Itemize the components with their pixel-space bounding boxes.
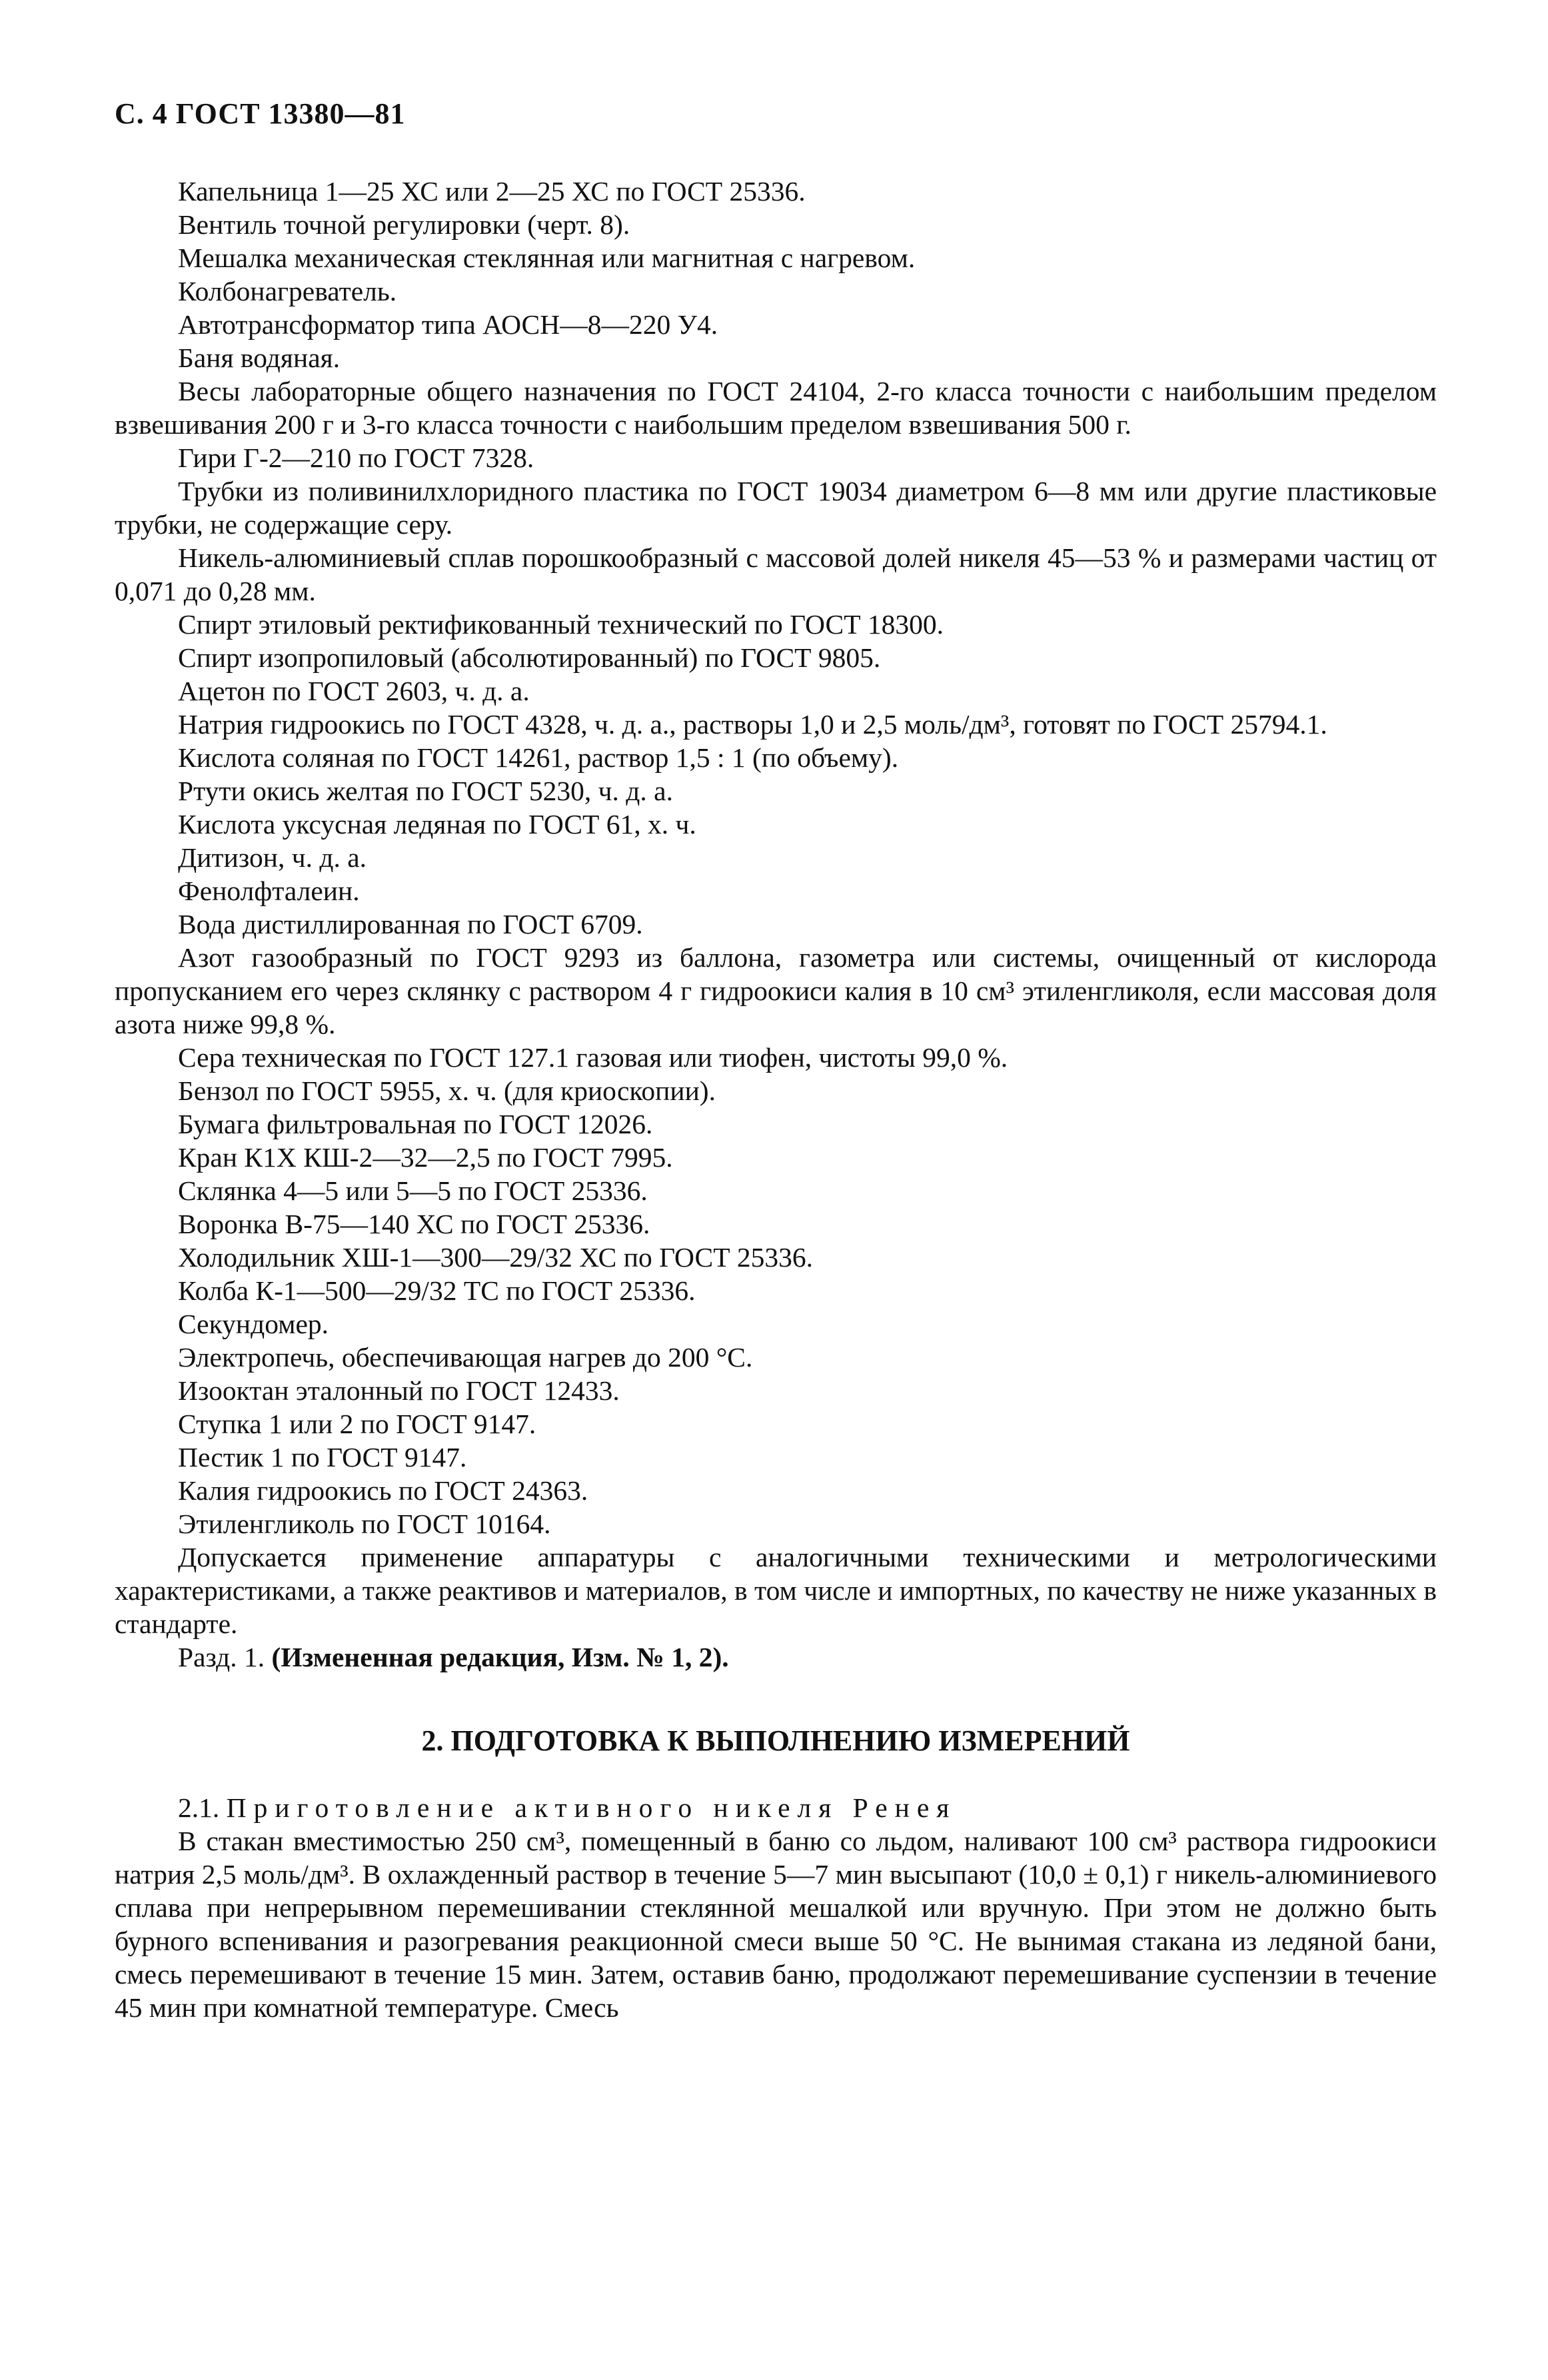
list-item: Холодильник ХШ-1—300—29/32 ХС по ГОСТ 25336. [178, 1242, 814, 1273]
list-item: Склянка 4—5 или 5—5 по ГОСТ 25336. [178, 1175, 648, 1206]
list-item: Электропечь, обеспечивающая нагрев до 200 °С. [178, 1342, 753, 1373]
list-item: Колбонагреватель. [178, 276, 397, 306]
list-item: Колба К-1—500—29/32 ТС по ГОСТ 25336. [178, 1275, 696, 1306]
equipment-reagents-list [115, 175, 1437, 1640]
subsection-title: Приготовление активного никеля Ренея [226, 1792, 957, 1823]
list-item: Секундомер. [178, 1309, 329, 1339]
document-body [115, 175, 1437, 2024]
revision-text: (Измененная редакция, Изм. № 1, 2). [271, 1642, 729, 1672]
list-item: Капельница 1—25 ХС или 2—25 ХС по ГОСТ 25336. [178, 176, 806, 207]
list-item: Трубки из поливинилхлоридного пластика по ГОСТ 19034 диаметром 6—8 мм или другие пластиковые трубки, не содержащие серу. [115, 476, 1437, 540]
list-item: Сера техническая по ГОСТ 127.1 газовая или тиофен, чистоты 99,0 %. [178, 1042, 1008, 1073]
revision-prefix: Разд. 1. [178, 1642, 265, 1672]
list-item: Кислота уксусная ледяная по ГОСТ 61, х. ч. [178, 809, 696, 840]
list-item: Кислота соляная по ГОСТ 14261, раствор 1,5 : 1 (по объему). [178, 742, 899, 773]
list-item: Этиленгликоль по ГОСТ 10164. [178, 1508, 551, 1539]
list-item: Бензол по ГОСТ 5955, х. ч. (для криоскопии). [178, 1075, 716, 1106]
list-item: Вода дистиллированная по ГОСТ 6709. [178, 909, 643, 939]
list-item: Калия гидроокись по ГОСТ 24363. [178, 1475, 588, 1506]
list-item: Натрия гидроокись по ГОСТ 4328, ч. д. а., растворы 1,0 и 2,5 моль/дм³, готовят по ГОСТ 25794.1. [178, 709, 1327, 740]
list-item: Вентиль точной регулировки (черт. 8). [178, 209, 630, 240]
section-title: 2. ПОДГОТОВКА К ВЫПОЛНЕНИЮ ИЗМЕРЕНИЙ [421, 1724, 1130, 1757]
list-item: Мешалка механическая стеклянная или магнитная с нагревом. [178, 243, 916, 273]
list-item: Пестик 1 по ГОСТ 9147. [178, 1442, 467, 1473]
subsection-heading [115, 1791, 1437, 1824]
list-item: Ступка 1 или 2 по ГОСТ 9147. [178, 1409, 536, 1439]
list-item: Весы лабораторные общего назначения по ГОСТ 24104, 2-го класса точности с наибольшим пределом взвешивания 200 г и 3-го класса точности с наибольшим пределом взвешивания 500 г. [115, 376, 1437, 440]
list-item: Ацетон по ГОСТ 2603, ч. д. а. [178, 676, 530, 706]
list-item: Фенолфталеин. [178, 876, 360, 906]
page-header: С. 4 ГОСТ 13380—81 [115, 97, 406, 130]
list-item: Гири Г-2—210 по ГОСТ 7328. [178, 442, 534, 473]
list-item: Воронка В-75—140 ХС по ГОСТ 25336. [178, 1209, 650, 1239]
list-item: Азот газообразный по ГОСТ 9293 из баллона, газометра или системы, очищенный от кислорода пропусканием его через склянку с раствором 4 г гидроокиси калия в 10 см³ этиленгликоля, если массовая доля азота ниже 99,8 %. [115, 942, 1437, 1039]
list-item: Спирт этиловый ректификованный технический по ГОСТ 18300. [178, 609, 944, 640]
subsection-number: 2.1. [178, 1792, 220, 1823]
list-item: Допускается применение аппаратуры с аналогичными техническими и метрологическими характеристиками, а также реактивов и материалов, в том числе и импортных, по качеству не ниже указанных в стандарте. [115, 1542, 1437, 1639]
list-item: Бумага фильтровальная по ГОСТ 12026. [178, 1109, 653, 1139]
list-item: Дитизон, ч. д. а. [178, 842, 367, 873]
list-item: Изооктан эталонный по ГОСТ 12433. [178, 1375, 620, 1406]
section-paragraph: В стакан вместимостью 250 см³, помещенный в баню со льдом, наливают 100 см³ раствора гидроокиси натрия 2,5 моль/дм³. В охлажденный раствор в течение 5—7 мин высыпают (10,0 ± 0,1) г никель-алюминиевого сплава при непрерывном перемешивании стеклянной мешалкой или вручную. При этом не должно быть бурного вспенивания и разогревания реакционной смеси выше 50 °С. Не вынимая стакана из ледяной бани, смесь перемешивают в течение 15 мин. Затем, оставив баню, продолжают перемешивание суспензии в течение 45 мин при комнатной температуре. Смесь [115, 1826, 1437, 2023]
list-item: Кран К1Х КШ-2—32—2,5 по ГОСТ 7995. [178, 1142, 673, 1173]
list-item: Ртути окись желтая по ГОСТ 5230, ч. д. а. [178, 776, 673, 806]
list-item: Никель-алюминиевый сплав порошкообразный с массовой долей никеля 45—53 % и размерами частиц от 0,071 до 0,28 мм. [115, 542, 1437, 606]
revision-note [115, 1640, 1437, 1674]
list-item: Автотрансформатор типа АОСН—8—220 У4. [178, 309, 718, 340]
list-item: Спирт изопропиловый (абсолютированный) по ГОСТ 9805. [178, 642, 881, 673]
list-item: Баня водяная. [178, 342, 341, 373]
